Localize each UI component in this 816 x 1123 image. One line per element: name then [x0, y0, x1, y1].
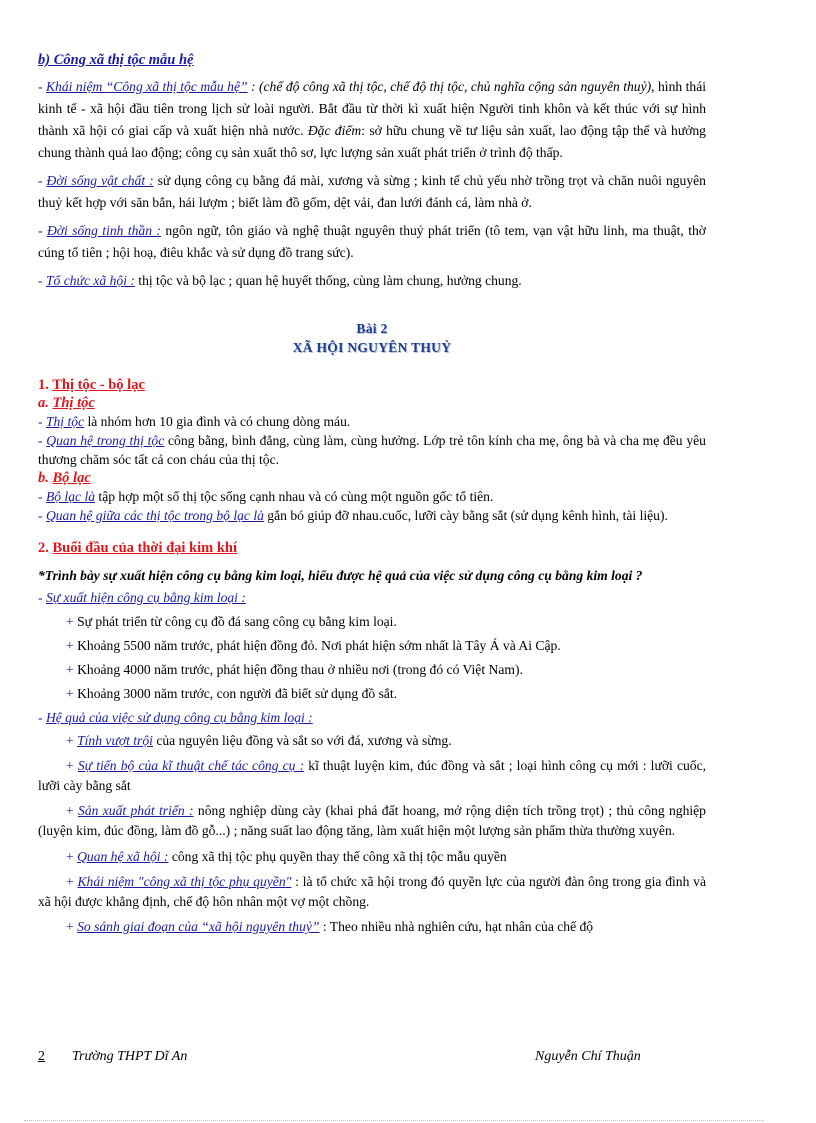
material-life-text: sử dụng công cụ bằng đá mài, xương và sừng ; kinh tế chủ yếu nhờ trồng trọt và chăn nuôi nguyên thuỷ kết hợp với săn bắn, hái lượm ; biết làm đồ gốm, dệt vải, đan lưới đánh cá, làm nhà ở.	[38, 173, 706, 210]
item-thi-toc: - Thị tộc là nhóm hơn 10 gia đình và có chung dòng máu.	[38, 414, 351, 429]
term-patriarchal-concept: Khái niệm "công xã thị tộc phụ quyền"	[77, 874, 292, 889]
concept-text: , hình thái kinh tế - xã hội đầu tiên trong lịch sử loài người. Bắt đầu từ thời kì xuất hiện Người tinh khôn và kết thúc với sự hình thành xã hội có giai cấp và xuất hiện nhà nước.	[38, 79, 707, 138]
consequence-text: : Theo nhiều nhà nghiên cứu, hạt nhân của chế độ	[319, 919, 594, 934]
section-b-heading	[38, 50, 706, 70]
paragraph-spiritual-life: - Đời sống tinh thần : ngôn ngữ, tôn giáo và nghệ thuật nguyên thuỷ phát triển (tô tem, vạn vật hữu linh, ma thuật, thờ cúng tổ tiên ; hội hoạ, điêu khắc và sử dụng đồ trang sức).	[38, 223, 706, 260]
term-bo-lac: Bộ lạc là	[45, 489, 96, 504]
term-production: Sản xuất phát triển :	[78, 803, 194, 818]
part1-b-prefix: b.	[38, 470, 53, 486]
part1-num: 1.	[38, 377, 53, 393]
spiritual-life-text: ngôn ngữ, tôn giáo và nghệ thuật nguyên thuỷ phát triển (tô tem, vạn vật hữu linh, ma thuật, thờ cúng tổ tiên ; hội hoạ, điêu khắc và sử dụng đồ trang sức).	[38, 223, 706, 260]
part2-heading-text: Buổi đầu của thời đại kim khí	[52, 540, 238, 556]
item-bo-lac: - Bộ lạc là tập hợp một số thị tộc sống cạnh nhau và có cùng một nguồn gốc tổ tiên.	[38, 489, 494, 504]
paragraph-social-organization: - Tổ chức xã hội : thị tộc và bộ lạc ; quan hệ huyết thống, cùng làm chung, hưởng chung.	[38, 273, 522, 288]
term-concept: Khái niệm “Công xã thị tộc mẫu hệ”	[45, 79, 248, 94]
term-quan-he-bo-lac: Quan hệ giữa các thị tộc trong bộ lạc là	[45, 508, 264, 523]
feature-label: Đặc điểm	[307, 123, 362, 138]
consequence-item: + Khái niệm "công xã thị tộc phụ quyền" : là tổ chức xã hội trong đó quyền lực của người đàn ông trong gia đình và xã hội được khẳng định, chế độ hôn nhân một vợ một chồng.	[38, 874, 706, 909]
part1-a-prefix: a.	[38, 395, 53, 411]
list-item-text: Khoảng 4000 năm trước, phát hiện đồng thau ở nhiều nơi (trong đó có Việt Nam).	[77, 662, 523, 677]
term-social-relations: Quan hệ xã hội :	[77, 849, 169, 864]
consequence-item: + So sánh giai đoạn của “xã hội nguyên thuỷ” : Theo nhiều nhà nghiên cứu, hạt nhân của chế độ	[66, 919, 594, 934]
lesson-title: XÃ HỘI NGUYÊN THUỶ	[292, 340, 452, 355]
term-metal-tools: Sự xuất hiện công cụ bằng kim loại :	[45, 590, 246, 605]
term-spiritual-life: Đời sống tinh thần :	[46, 223, 161, 238]
section-b-heading-text: b) Công xã thị tộc mẫu hệ	[38, 52, 194, 68]
document-page	[38, 50, 706, 937]
thi-toc-text: là nhóm hơn 10 gia đình và có chung dòng máu.	[84, 414, 351, 429]
term-superiority: Tính vượt trội	[77, 733, 153, 748]
feature-text: : sở hữu chung về tư liệu sản xuất, lao động tập thể và hưởng chung thành quả lao động; công cụ sản xuất thô sơ, lực lượng sản xuất phát triển ở trình độ thấp.	[38, 123, 706, 160]
lesson-number: Bài 2	[356, 321, 388, 336]
part2-question: *Trình bày sự xuất hiện công cụ bằng kim loại, hiểu được hệ quả của việc sử dụng công cụ bằng kim loại ?	[38, 568, 643, 583]
consequence-item: + Quan hệ xã hội : công xã thị tộc phụ quyền thay thế công xã thị tộc mẫu quyền	[66, 849, 507, 864]
consequence-text: : là tổ chức xã hội trong đó quyền lực của người đàn ông trong gia đình và xã hội được khẳng định, chế độ hôn nhân một vợ một chồng.	[38, 874, 706, 909]
item-quan-he-bo-lac: - Quan hệ giữa các thị tộc trong bộ lạc là gắn bó giúp đỡ nhau.cuốc, lưỡi cày bằng sắt (sử dụng kênh hình, tài liệu).	[38, 508, 668, 523]
footer-author: Nguyễn Chí Thuận	[535, 1049, 641, 1064]
part1-heading-text: Thị tộc - bộ lạc	[52, 377, 145, 393]
part1-a-heading	[38, 394, 706, 412]
term-quan-he-thi-toc: Quan hệ trong thị tộc	[46, 433, 165, 448]
consequence-text: nông nghiệp dùng cày (khai phá đất hoang, mở rộng diện tích trồng trọt) ; thủ công nghiệp (luyện kim, đúc đồng, làm đồ gỗ...) ; năng suất lao động tăng, làm xuất hiện một lượng sản phẩm thừa thường xuyên.	[38, 803, 706, 838]
term-consequences: Hệ quả của việc sử dụng công cụ bằng kim loại :	[45, 710, 313, 725]
item-quan-he-thi-toc: - Quan hệ trong thị tộc công bằng, bình đẳng, cùng làm, cùng hưởng. Lớp trẻ tôn kính cha mẹ, ông bà và cha mẹ đều yêu thương chăm sóc tất cả con cháu của thị tộc.	[38, 433, 706, 467]
consequence-item: + Sự tiến bộ của kĩ thuật chế tác công cụ : kĩ thuật luyện kim, đúc đồng và sắt ; loại hình công cụ mới : lưỡi cuốc, lưỡi cày bằng sắt	[38, 758, 707, 793]
consequence-item: + Sản xuất phát triển : nông nghiệp dùng cày (khai phá đất hoang, mở rộng diện tích trồng trọt) ; thủ công nghiệp (luyện kim, đúc đồng, làm đồ gỗ...) ; năng suất lao động tăng, làm xuất hiện một lượng sản phẩm thừa thường xuyên.	[38, 803, 706, 838]
list-item-text: Khoảng 3000 năm trước, con người đã biết sử dụng đồ sắt.	[77, 686, 398, 701]
part1-a-heading-text: Thị tộc	[52, 395, 95, 411]
term-thi-toc: Thị tộc	[45, 414, 85, 429]
list-item: + Khoảng 4000 năm trước, phát hiện đồng thau ở nhiều nơi (trong đó có Việt Nam).	[66, 662, 523, 677]
term-social-organization: Tổ chức xã hội :	[45, 273, 135, 288]
metal-tools-list	[38, 610, 706, 706]
quan-he-bo-lac-text: gắn bó giúp đỡ nhau.cuốc, lưỡi cày bằng sắt (sử dụng kênh hình, tài liệu).	[263, 508, 668, 523]
paragraph-concept	[38, 76, 706, 164]
part1-heading	[38, 376, 706, 394]
consequence-text: công xã thị tộc phụ quyền thay thế công xã thị tộc mẫu quyền	[168, 849, 507, 864]
consequence-text: của nguyên liệu đồng và sắt so với đá, xương và sừng.	[152, 733, 452, 748]
footer-school: Trường THPT Dĩ An	[72, 1049, 188, 1064]
list-item-text: Sự phát triển từ công cụ đồ đá sang công cụ bằng kim loại.	[77, 614, 397, 629]
term-technique-progress: Sự tiến bộ của kĩ thuật chế tác công cụ :	[77, 758, 305, 773]
part1-b-heading-text: Bộ lạc	[52, 470, 91, 486]
social-organization-text: thị tộc và bộ lạc ; quan hệ huyết thống, cùng làm chung, hưởng chung.	[134, 273, 522, 288]
paragraph-material-life: - Đời sống vật chất : sử dụng công cụ bằng đá mài, xương và sừng ; kinh tế chủ yếu nhờ trồng trọt và chăn nuôi nguyên thuỷ kết hợp với săn bắn, hái lượm ; biết làm đồ gốm, dệt vải, đan lưới đánh cá, làm nhà ở.	[38, 173, 706, 210]
part2-heading	[38, 539, 706, 557]
s2-heading: - Hệ quả của việc sử dụng công cụ bằng kim loại :	[38, 710, 313, 725]
bo-lac-text: tập hợp một số thị tộc sống cạnh nhau và có cùng một nguồn gốc tổ tiên.	[95, 489, 494, 504]
term-material-life: Đời sống vật chất :	[46, 173, 154, 188]
concept-paren: : (chế độ công xã thị tộc, chế độ thị tộc, chủ nghĩa cộng sản nguyên thuỷ)	[247, 79, 652, 94]
term-comparison: So sánh giai đoạn của “xã hội nguyên thuỷ”	[77, 919, 320, 934]
list-item: + Khoảng 5500 năm trước, phát hiện đồng đỏ. Nơi phát hiện sớm nhất là Tây Á và Ai Cập.	[66, 638, 561, 653]
s1-heading: - Sự xuất hiện công cụ bằng kim loại :	[38, 590, 246, 605]
page-number: 2	[38, 1049, 45, 1064]
list-item: + Sự phát triển từ công cụ đồ đá sang công cụ bằng kim loại.	[66, 614, 397, 629]
list-item: + Khoảng 3000 năm trước, con người đã biết sử dụng đồ sắt.	[66, 686, 398, 701]
footer-divider	[24, 1120, 764, 1121]
consequence-item: + Tính vượt trội của nguyên liệu đồng và sắt so với đá, xương và sừng.	[66, 733, 452, 748]
quan-he-thi-toc-text: công bằng, bình đẳng, cùng làm, cùng hưởng. Lớp trẻ tôn kính cha mẹ, ông bà và cha mẹ đều yêu thương chăm sóc tất cả con cháu của thị tộc.	[38, 433, 706, 467]
part2-num: 2.	[38, 540, 53, 556]
list-item-text: Khoảng 5500 năm trước, phát hiện đồng đỏ. Nơi phát hiện sớm nhất là Tây Á và Ai Cập.	[77, 638, 561, 653]
dash: -	[38, 79, 46, 94]
consequence-text: kĩ thuật luyện kim, đúc đồng và sắt ; loại hình công cụ mới : lưỡi cuốc, lưỡi cày bằng sắt	[38, 758, 707, 793]
part1-b-heading	[38, 469, 706, 487]
